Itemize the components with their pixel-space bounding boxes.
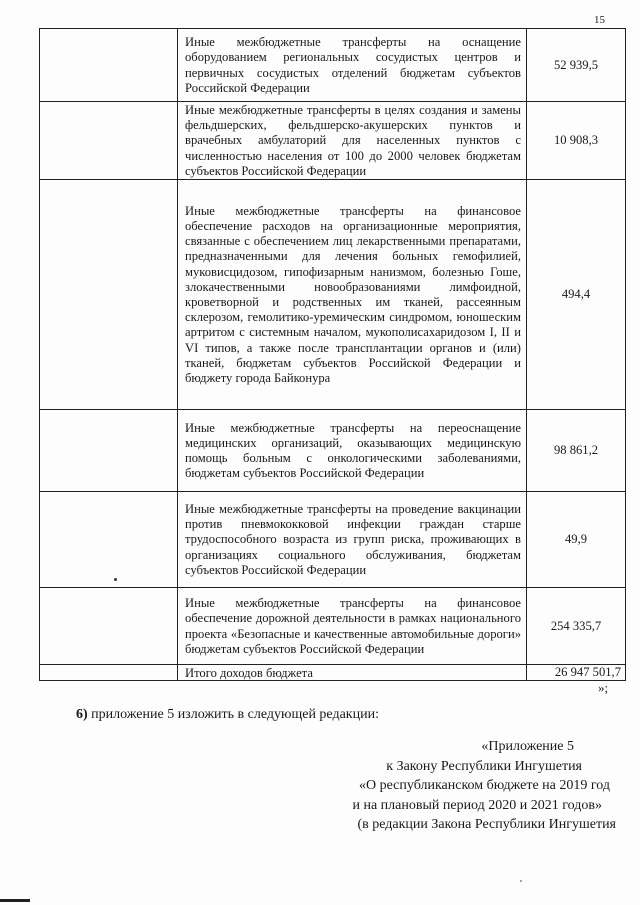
amount-cell: 494,4 [527, 180, 626, 410]
description-cell: Иные межбюджетные трансферты на оснащение оборудованием региональных сосудистых центров и первичных сосудистых отделений бюджетам субъектов Российской Федерации [178, 29, 527, 102]
total-amount: 26 947 501,7 [527, 665, 626, 681]
amount-cell: 98 861,2 [527, 410, 626, 492]
code-cell [40, 102, 178, 180]
table-row [40, 588, 626, 665]
code-cell [40, 588, 178, 665]
scan-speck [114, 578, 117, 581]
table-row [40, 180, 626, 410]
closing-quote-mark: »; [598, 680, 609, 695]
amount-cell: 10 908,3 [527, 102, 626, 180]
page-number: 15 [594, 14, 605, 26]
description-cell: Иные межбюджетные трансферты на финансовое обеспечение расходов на организационные мероприятия, связанные с обеспечением лиц лекарственными препаратами, предназначенными для лечения больных гемофилией, муковисцидозом, гипофизарным нанизмом, болезнью Гоше, злокачественными новообразованиями лимфоидной, кроветворной и родственных им тканей, рассеянным склерозом, гемолитико-уремическим синдромом, юношеским артритом с системным началом, мукополисахаридозом I, II и VI типов, а также после трансплантации органов и (или) тканей, бюджетам субъектов Российской Федерации и бюджету города Байконура [178, 180, 527, 410]
amount-cell: 52 939,5 [527, 29, 626, 102]
description-cell: Иные межбюджетные трансферты в целях создания и замены фельдшерских, фельдшерско-акушерских пунктов и врачебных амбулаторий для населенных пунктов с численностью населения от 100 до 2000 человек бюджетам субъектов Российской Федерации [178, 102, 527, 180]
amount-cell: 49,9 [527, 492, 626, 588]
appendix-edition-note: (в редакции Закона Республики Ингушетия [357, 817, 616, 832]
code-cell [40, 665, 178, 681]
description-cell: Иные межбюджетные трансферты на финансовое обеспечение дорожной деятельности в рамках национального проекта «Безопасные и качественные автомобильные дороги» бюджетам субъектов Российской Федерации [178, 588, 527, 665]
appendix-law-ref: к Закону Республики Ингушетия [386, 758, 582, 774]
description-cell: Иные межбюджетные трансферты на проведение вакцинации против пневмококковой инфекции граждан старше трудоспособного возраста из групп риска, проживающих в организациях социального обслуживания, бюджетам субъектов Российской Федерации [178, 492, 527, 588]
table-row [40, 29, 626, 102]
appendix-header [316, 737, 616, 835]
code-cell [40, 410, 178, 492]
code-cell [40, 180, 178, 410]
appendix-law-title: «О республиканском бюджете на 2019 год [359, 778, 610, 793]
table-row [40, 410, 626, 492]
description-cell: Иные межбюджетные трансферты на переоснащение медицинских организаций, оказывающих медицинскую помощь больным с онкологическими заболеваниями, бюджетам субъектов Российской Федерации [178, 410, 527, 492]
budget-table [39, 28, 626, 681]
scan-edge-mark [0, 899, 30, 902]
amount-cell: 254 335,7 [527, 588, 626, 665]
amendment-number: 6) [76, 707, 88, 722]
amendment-paragraph [76, 707, 379, 723]
appendix-title: «Приложение 5 [481, 739, 574, 754]
total-label: Итого доходов бюджета [178, 665, 527, 681]
code-cell [40, 492, 178, 588]
total-row [40, 665, 626, 681]
table-row [40, 492, 626, 588]
scan-speck [520, 880, 522, 882]
code-cell [40, 29, 178, 102]
amendment-text: приложение 5 изложить в следующей редакции: [91, 707, 379, 722]
appendix-law-period: и на плановый период 2020 и 2021 годов» [352, 797, 602, 813]
table-row [40, 102, 626, 180]
